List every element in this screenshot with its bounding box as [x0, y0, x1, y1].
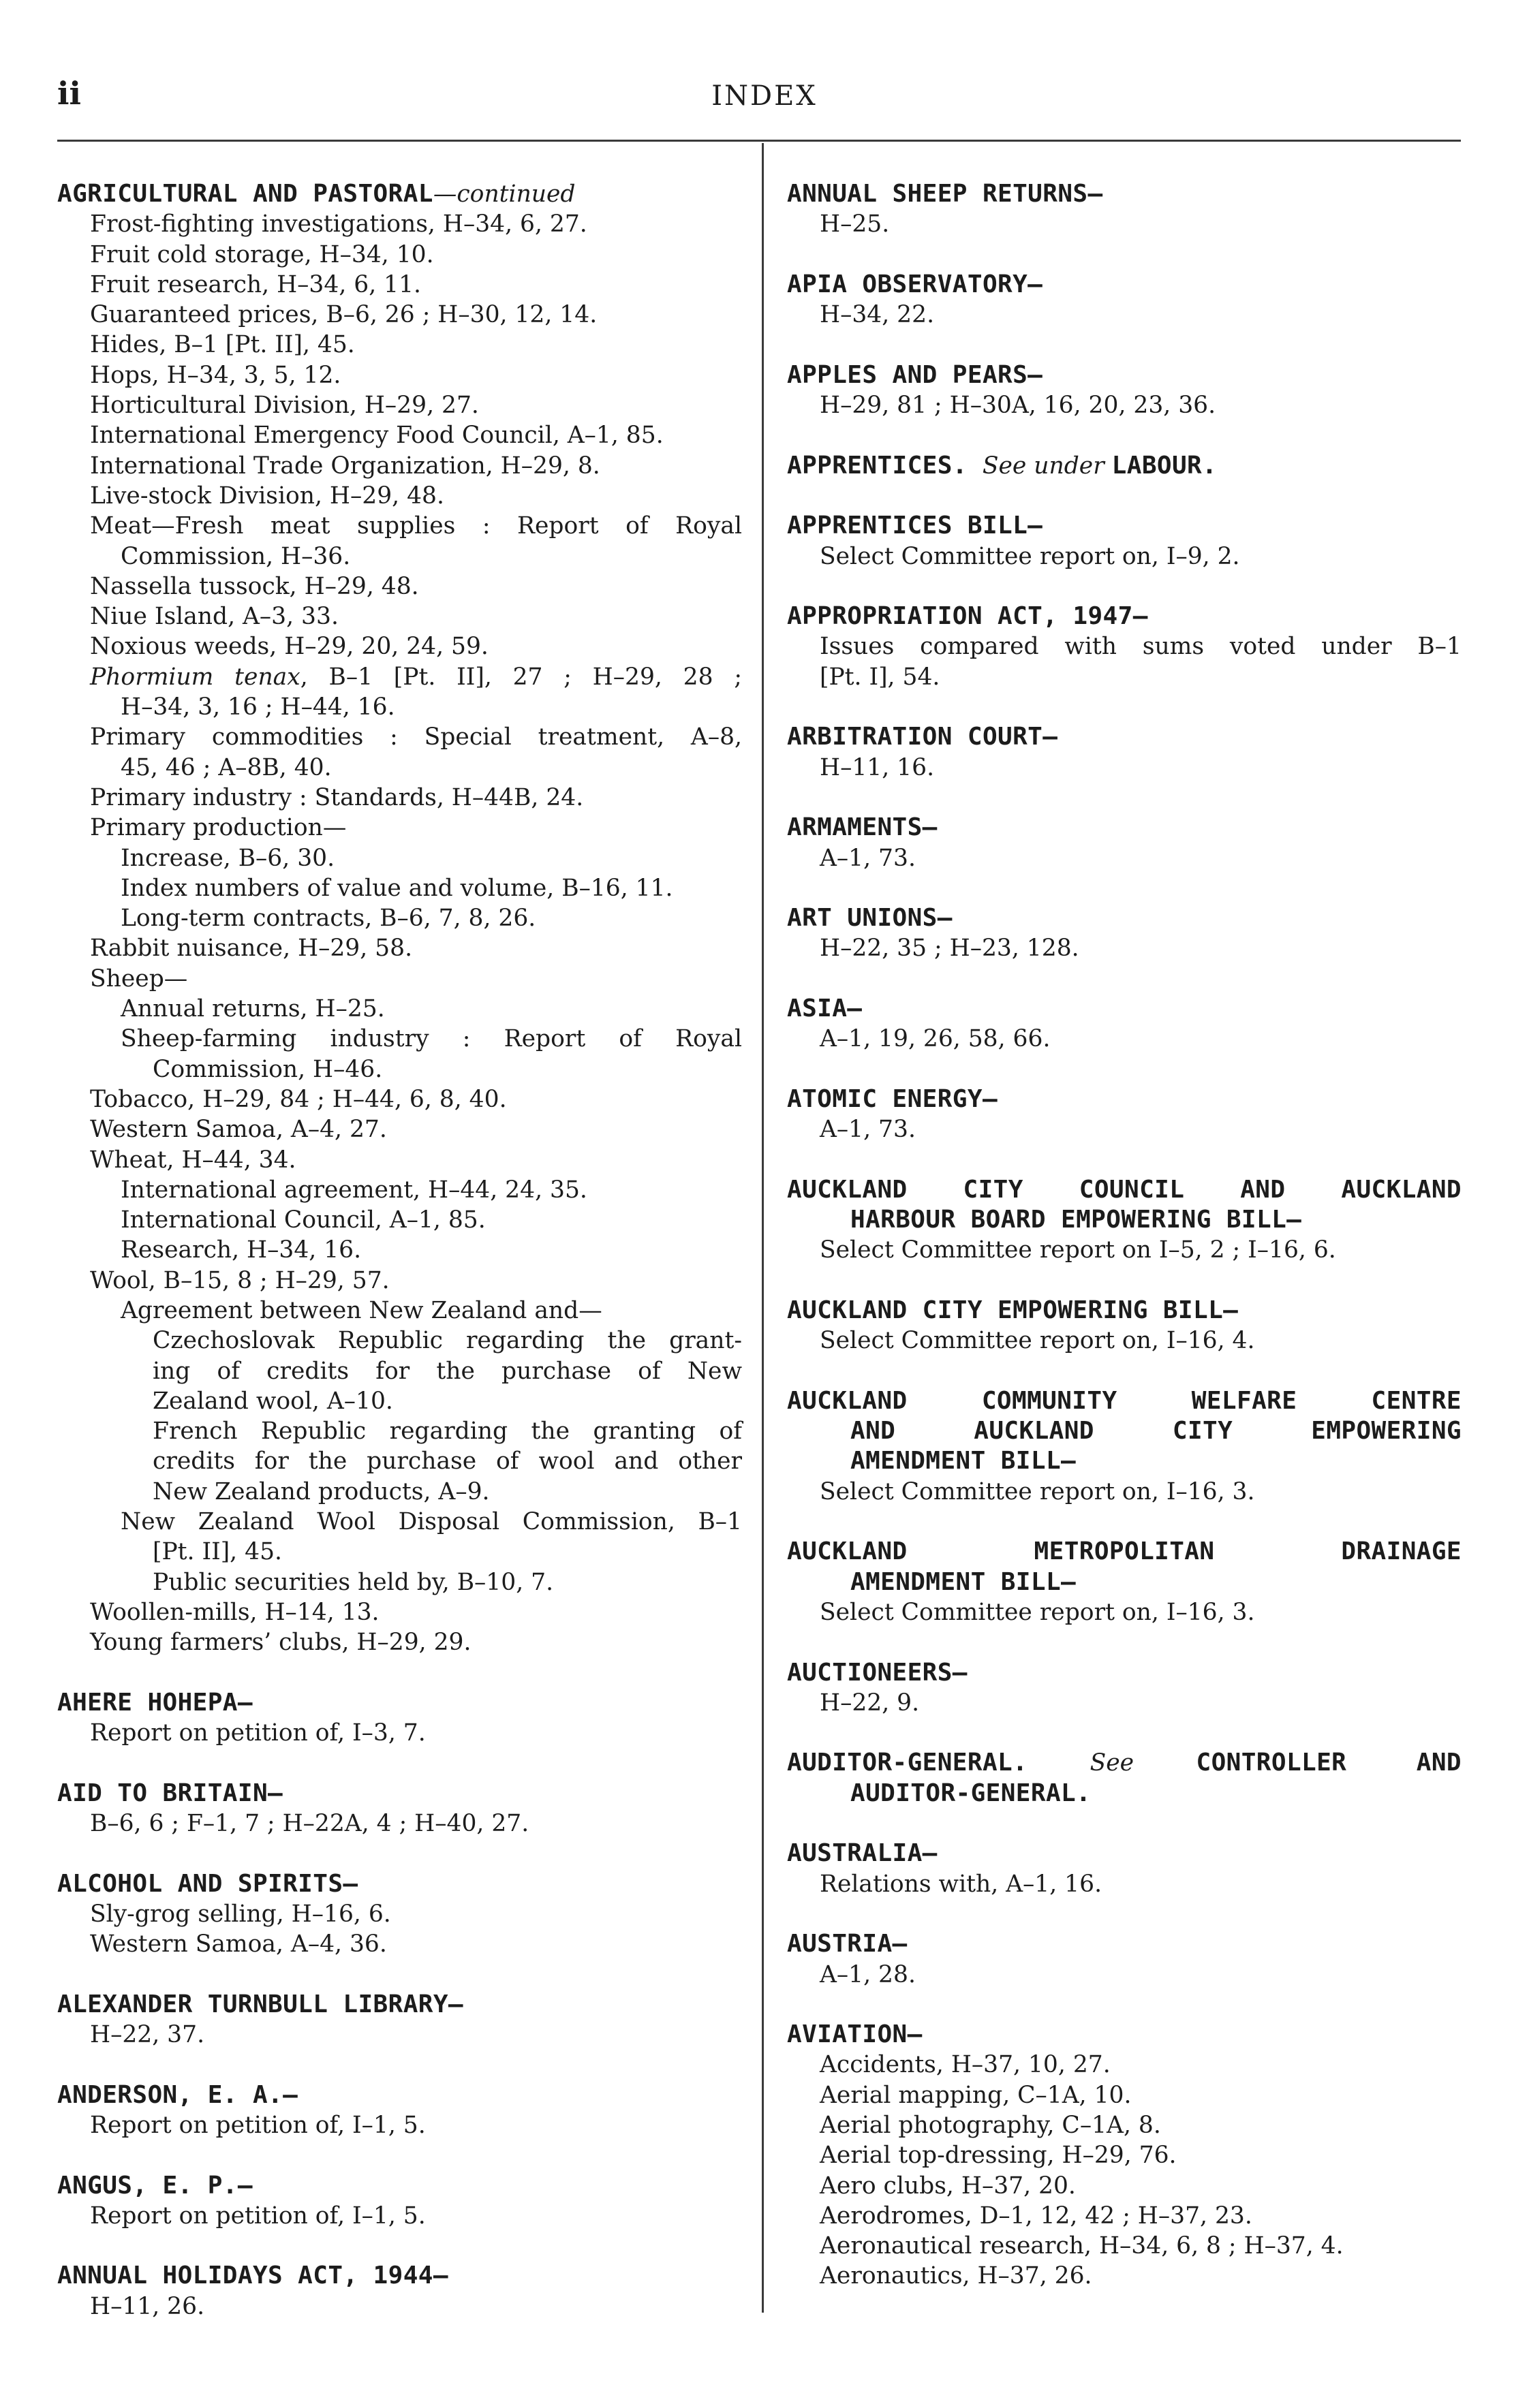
index-subentry: H–22, 35 ; H–23, 128.	[820, 935, 1079, 963]
index-heading: ALCOHOL AND SPIRITS—	[57, 1869, 358, 1898]
index-subentry: Western Samoa, A–4, 27.	[90, 1116, 387, 1144]
index-heading: ANNUAL SHEEP RETURNS—	[787, 180, 1103, 208]
index-subentry: B–6, 6 ; F–1, 7 ; H–22A, 4 ; H–40, 27.	[90, 1810, 529, 1838]
index-subentry: Niue Island, A–3, 33.	[90, 603, 339, 631]
index-heading-cont: AMENDMENT BILL—	[850, 1567, 1077, 1596]
index-subentry: Aerial photography, C–1A, 8.	[820, 2112, 1161, 2139]
index-subentry: A–1, 73.	[820, 844, 916, 872]
index-subsubentry-cont: Zealand wool, A–10.	[153, 1387, 393, 1415]
index-subentry: Noxious weeds, H–29, 20, 24, 59.	[90, 633, 489, 661]
index-heading: AUCTIONEERS—	[787, 1658, 968, 1687]
index-subsubentry-cont: credits for the purchase of wool and other	[153, 1448, 742, 1475]
index-subentry: International Emergency Food Council, A–1, 85.	[90, 422, 664, 450]
index-subsubentry-cont: New Zealand products, A–9.	[153, 1477, 490, 1505]
index-heading: ATOMIC ENERGY—	[787, 1084, 998, 1113]
index-subentry: Young farmers’ clubs, H–29, 29.	[90, 1629, 472, 1657]
index-heading: AUCKLAND CITY EMPOWERING BILL—	[787, 1296, 1239, 1324]
index-subentry: Phormium tenax, B–1 [Pt. II], 27 ; H–29, 28 ;	[90, 663, 742, 691]
index-heading: AGRICULTURAL AND PASTORAL—continued	[57, 180, 576, 208]
index-subsubentry-cont: [Pt. II], 45.	[153, 1538, 282, 1566]
index-subsubentry: Sheep-farming industry : Report of Royal	[121, 1025, 742, 1053]
index-heading: ANNUAL HOLIDAYS ACT, 1944—	[57, 2262, 448, 2290]
index-subentry-cont: Commission, H–36.	[121, 542, 351, 570]
index-subentry: H–11, 16.	[820, 753, 935, 781]
index-subentry: Select Committee report on, I–16, 3.	[820, 1598, 1255, 1626]
index-subsubentry: Index numbers of value and volume, B–16, 11.	[121, 874, 673, 902]
index-subentry: Select Committee report on, I–16, 4.	[820, 1327, 1255, 1355]
index-subentry: Aerial mapping, C–1A, 10.	[820, 2081, 1132, 2109]
index-column-right	[787, 179, 1462, 2292]
index-subentry: Accidents, H–37, 10, 27.	[820, 2051, 1111, 2079]
index-subentry: Aeronautical research, H–34, 6, 8 ; H–37, 4.	[820, 2232, 1344, 2260]
page-number: ii	[57, 75, 81, 112]
index-subentry: A–1, 19, 26, 58, 66.	[820, 1025, 1051, 1053]
index-subsubentry: Increase, B–6, 30.	[121, 844, 335, 872]
index-heading: APPLES AND PEARS—	[787, 360, 1043, 389]
index-subentry: Relations with, A–1, 16.	[820, 1870, 1102, 1898]
index-subentry: Meat—Fresh meat supplies : Report of Royal	[90, 512, 742, 540]
index-subentry: Western Samoa, A–4, 36.	[90, 1930, 387, 1958]
index-subsubentry: Research, H–34, 16.	[121, 1236, 362, 1264]
index-subentry: International Trade Organization, H–29, 8.	[90, 452, 600, 480]
index-heading: ARMAMENTS—	[787, 813, 938, 842]
index-subentry: A–1, 28.	[820, 1960, 916, 1988]
index-subentry: H–22, 9.	[820, 1689, 920, 1717]
index-heading-cont: AND AUCKLAND CITY EMPOWERING	[850, 1417, 1462, 1445]
index-heading-cont: HARBOUR BOARD EMPOWERING BILL—	[850, 1206, 1302, 1234]
index-subsubentry: International agreement, H–44, 24, 35.	[121, 1176, 587, 1204]
index-subentry: Tobacco, H–29, 84 ; H–44, 6, 8, 40.	[90, 1085, 507, 1113]
index-subentry: Report on petition of, I–3, 7.	[90, 1719, 426, 1747]
index-subentry: Select Committee report on, I–9, 2.	[820, 542, 1240, 570]
index-subentry: Fruit cold storage, H–34, 10.	[90, 240, 434, 268]
index-heading: AUSTRIA—	[787, 1930, 908, 1958]
index-subentry: Sheep—	[90, 965, 188, 992]
header-rule	[57, 140, 1461, 142]
index-heading: APIA OBSERVATORY—	[787, 270, 1043, 298]
index-subsubentry: Annual returns, H–25.	[121, 995, 385, 1023]
index-subentry: Aero clubs, H–37, 20.	[820, 2172, 1076, 2200]
index-subentry: Frost-fighting investigations, H–34, 6, 27.	[90, 210, 587, 238]
index-subsubentry-cont: ing of credits for the purchase of New	[153, 1357, 742, 1385]
index-heading: ASIA—	[787, 995, 863, 1023]
index-subentry: Wheat, H–44, 34.	[90, 1146, 296, 1174]
index-subentry: H–11, 26.	[90, 2292, 205, 2320]
index-subentry-cont: 45, 46 ; A–8B, 40.	[121, 753, 332, 781]
index-subentry: Rabbit nuisance, H–29, 58.	[90, 935, 413, 963]
index-subentry: Nassella tussock, H–29, 48.	[90, 572, 419, 600]
index-heading: AUCKLAND METROPOLITAN DRAINAGE	[787, 1537, 1462, 1566]
index-subentry: Aerial top-dressing, H–29, 76.	[820, 2142, 1177, 2170]
index-subentry: Guaranteed prices, B–6, 26 ; H–30, 12, 14.	[90, 301, 598, 329]
index-heading: ANDERSON, E. A.—	[57, 2080, 298, 2109]
index-heading-cont: AMENDMENT BILL—	[850, 1447, 1077, 1475]
index-heading: AUSTRALIA—	[787, 1839, 938, 1868]
index-heading: ART UNIONS—	[787, 904, 953, 933]
index-subentry: Report on petition of, I–1, 5.	[90, 2202, 426, 2230]
index-subsubentry-cont: Commission, H–46.	[153, 1055, 383, 1083]
index-heading: AHERE HOHEPA—	[57, 1688, 253, 1717]
index-subentry: Aerodromes, D–1, 12, 42 ; H–37, 23.	[820, 2202, 1252, 2230]
index-subentry: Select Committee report on, I–16, 3.	[820, 1477, 1255, 1505]
index-heading: AUCKLAND COMMUNITY WELFARE CENTRE	[787, 1386, 1462, 1415]
index-subsubentry: Long-term contracts, B–6, 7, 8, 26.	[121, 905, 536, 933]
index-subentry: Primary industry : Standards, H–44B, 24.	[90, 783, 584, 811]
index-subentry: H–25.	[820, 210, 890, 238]
index-subentry: Select Committee report on I–5, 2 ; I–16, 6.	[820, 1236, 1336, 1264]
index-subentry: H–34, 22.	[820, 301, 935, 329]
index-cross-reference: AUDITOR-GENERAL. See CONTROLLER AND	[787, 1749, 1462, 1777]
index-heading: ANGUS, E. P.—	[57, 2171, 253, 2200]
column-divider	[762, 143, 764, 2313]
index-cross-reference: APPRENTICES. See under LABOUR.	[787, 451, 1218, 480]
index-heading: APPROPRIATION ACT, 1947—	[787, 602, 1148, 631]
index-subentry-cont: H–34, 3, 16 ; H–44, 16.	[121, 693, 395, 721]
index-heading: AVIATION—	[787, 2020, 923, 2049]
index-heading: APPRENTICES BILL—	[787, 512, 1043, 540]
index-column-left	[57, 179, 742, 2321]
index-heading: AID TO BRITAIN—	[57, 1779, 283, 1807]
index-heading: ALEXANDER TURNBULL LIBRARY—	[57, 1990, 463, 2018]
index-subentry-cont: [Pt. I], 54.	[820, 663, 940, 691]
index-subentry: Sly-grog selling, H–16, 6.	[90, 1900, 391, 1928]
index-subsubentry: New Zealand Wool Disposal Commission, B–1	[121, 1508, 742, 1536]
index-subentry: Woollen-mills, H–14, 13.	[90, 1598, 380, 1626]
index-subentry: Primary commodities : Special treatment, A–8,	[90, 723, 742, 751]
index-subsubentry: French Republic regarding the granting of	[153, 1418, 742, 1445]
index-subentry: A–1, 73.	[820, 1116, 916, 1144]
index-subsubentry: Czechoslovak Republic regarding the grant-	[153, 1327, 742, 1355]
index-subentry: Issues compared with sums voted under B–1	[820, 633, 1462, 661]
index-subentry: Wool, B–15, 8 ; H–29, 57.	[90, 1266, 390, 1294]
index-subentry: Primary production—	[90, 814, 347, 842]
index-subentry: Horticultural Division, H–29, 27.	[90, 392, 479, 420]
index-subentry: Fruit research, H–34, 6, 11.	[90, 270, 421, 298]
index-subentry: H–22, 37.	[90, 2021, 205, 2049]
index-subentry: H–29, 81 ; H–30A, 16, 20, 23, 36.	[820, 392, 1216, 420]
index-subentry: Hides, B–1 [Pt. II], 45.	[90, 331, 355, 359]
index-heading: ARBITRATION COURT—	[787, 723, 1058, 751]
index-subentry: Hops, H–34, 3, 5, 12.	[90, 361, 341, 389]
index-subsubentry: Public securities held by, B–10, 7.	[153, 1568, 554, 1596]
page-title: INDEX	[711, 80, 818, 112]
index-subentry: Report on petition of, I–1, 5.	[90, 2112, 426, 2139]
index-heading: AUCKLAND CITY COUNCIL AND AUCKLAND	[787, 1175, 1462, 1204]
index-subsubentry: International Council, A–1, 85.	[121, 1206, 486, 1234]
index-subentry: Aeronautics, H–37, 26.	[820, 2262, 1092, 2290]
index-heading-cont: AUDITOR-GENERAL.	[850, 1779, 1092, 1807]
page-header	[0, 75, 1529, 116]
index-subentry: Live-stock Division, H–29, 48.	[90, 482, 444, 510]
index-subsubentry: Agreement between New Zealand and—	[121, 1296, 602, 1324]
